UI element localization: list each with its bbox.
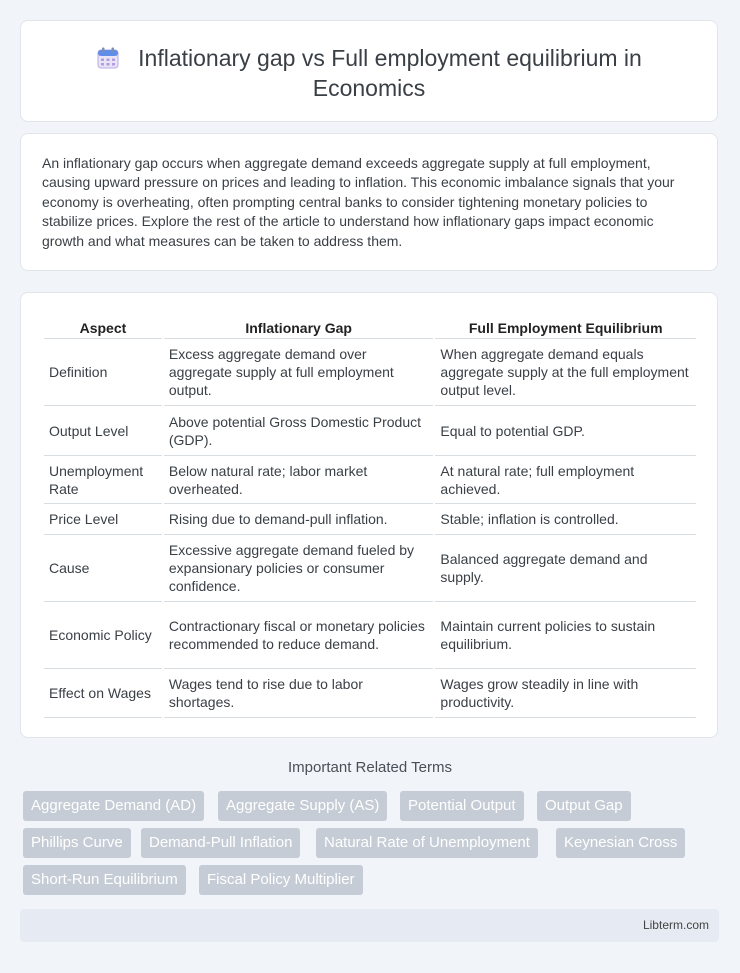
row-full-employment: Equal to potential GDP. — [435, 406, 696, 456]
header-aspect: Aspect — [44, 316, 162, 339]
calendar-icon — [96, 46, 120, 70]
tag-keynesian-cross[interactable]: Keynesian Cross — [556, 828, 685, 858]
tag-short-run-equilibrium[interactable]: Short-Run Equilibrium — [23, 865, 186, 895]
row-inflationary-gap: Below natural rate; labor market overheated. — [164, 456, 434, 504]
title-line-2: Economics — [312, 75, 426, 101]
row-aspect: Cause — [44, 535, 162, 602]
header-inflationary-gap: Inflationary Gap — [164, 316, 434, 339]
row-full-employment: At natural rate; full employment achieved. — [435, 456, 696, 504]
row-inflationary-gap: Excess aggregate demand over aggregate supply at full employment output. — [164, 339, 434, 406]
intro-paragraph: An inflationary gap occurs when aggregate demand exceeds aggregate supply at full employment, causing upward pressure on prices and leading to inflation. This economic imbalance signals that your economy is overheating, often prompting central banks to consider tightening monetary policies to stabilize prices. Explore the rest of the article to understand how inflationary gaps impact economic growth and what measures can be taken to address them. — [42, 155, 675, 249]
row-full-employment: Balanced aggregate demand and supply. — [435, 535, 696, 602]
row-aspect: Price Level — [44, 504, 162, 535]
tag-output-gap[interactable]: Output Gap — [537, 791, 631, 821]
footer-site-link[interactable]: Libterm.com — [642, 918, 709, 932]
table-row — [44, 669, 696, 718]
row-inflationary-gap: Above potential Gross Domestic Product (GDP). — [164, 406, 434, 456]
table-row — [44, 504, 696, 535]
row-inflationary-gap: Excessive aggregate demand fueled by expansionary policies or consumer confidence. — [164, 535, 434, 602]
row-aspect: Effect on Wages — [44, 669, 162, 718]
table-row — [44, 602, 696, 669]
row-aspect: Output Level — [44, 406, 162, 456]
comparison-table — [42, 316, 698, 718]
table-row — [44, 456, 696, 504]
table-header-row — [44, 316, 696, 339]
page-title — [21, 43, 717, 103]
tag-aggregate-supply[interactable]: Aggregate Supply (AS) — [218, 791, 387, 821]
row-aspect: Unemployment Rate — [44, 456, 162, 504]
row-full-employment: Wages grow steadily in line with productivity. — [435, 669, 696, 718]
tag-demand-pull-inflation[interactable]: Demand-Pull Inflation — [141, 828, 300, 858]
table-row — [44, 406, 696, 456]
footer — [20, 909, 719, 942]
row-aspect: Definition — [44, 339, 162, 406]
row-inflationary-gap: Rising due to demand-pull inflation. — [164, 504, 434, 535]
tag-aggregate-demand[interactable]: Aggregate Demand (AD) — [23, 791, 204, 821]
comparison-card — [20, 292, 718, 738]
related-terms-title: Important Related Terms — [288, 759, 452, 776]
table-row — [44, 339, 696, 406]
row-inflationary-gap: Wages tend to rise due to labor shortages. — [164, 669, 434, 718]
intro-card — [20, 133, 718, 271]
tag-phillips-curve[interactable]: Phillips Curve — [23, 828, 131, 858]
row-inflationary-gap: Contractionary fiscal or monetary policies recommended to reduce demand. — [164, 602, 434, 669]
tag-potential-output[interactable]: Potential Output — [400, 791, 524, 821]
row-full-employment: Stable; inflation is controlled. — [435, 504, 696, 535]
tag-natural-rate-unemployment[interactable]: Natural Rate of Unemployment — [316, 828, 538, 858]
title-line-1: Inflationary gap vs Full employment equilibrium in — [138, 45, 642, 71]
tag-fiscal-policy-multiplier[interactable]: Fiscal Policy Multiplier — [199, 865, 363, 895]
row-aspect: Economic Policy — [44, 602, 162, 669]
row-full-employment: When aggregate demand equals aggregate supply at the full employment output level. — [435, 339, 696, 406]
title-card — [20, 20, 718, 122]
header-full-employment: Full Employment Equilibrium — [435, 316, 696, 339]
row-full-employment: Maintain current policies to sustain equilibrium. — [435, 602, 696, 669]
table-row — [44, 535, 696, 602]
